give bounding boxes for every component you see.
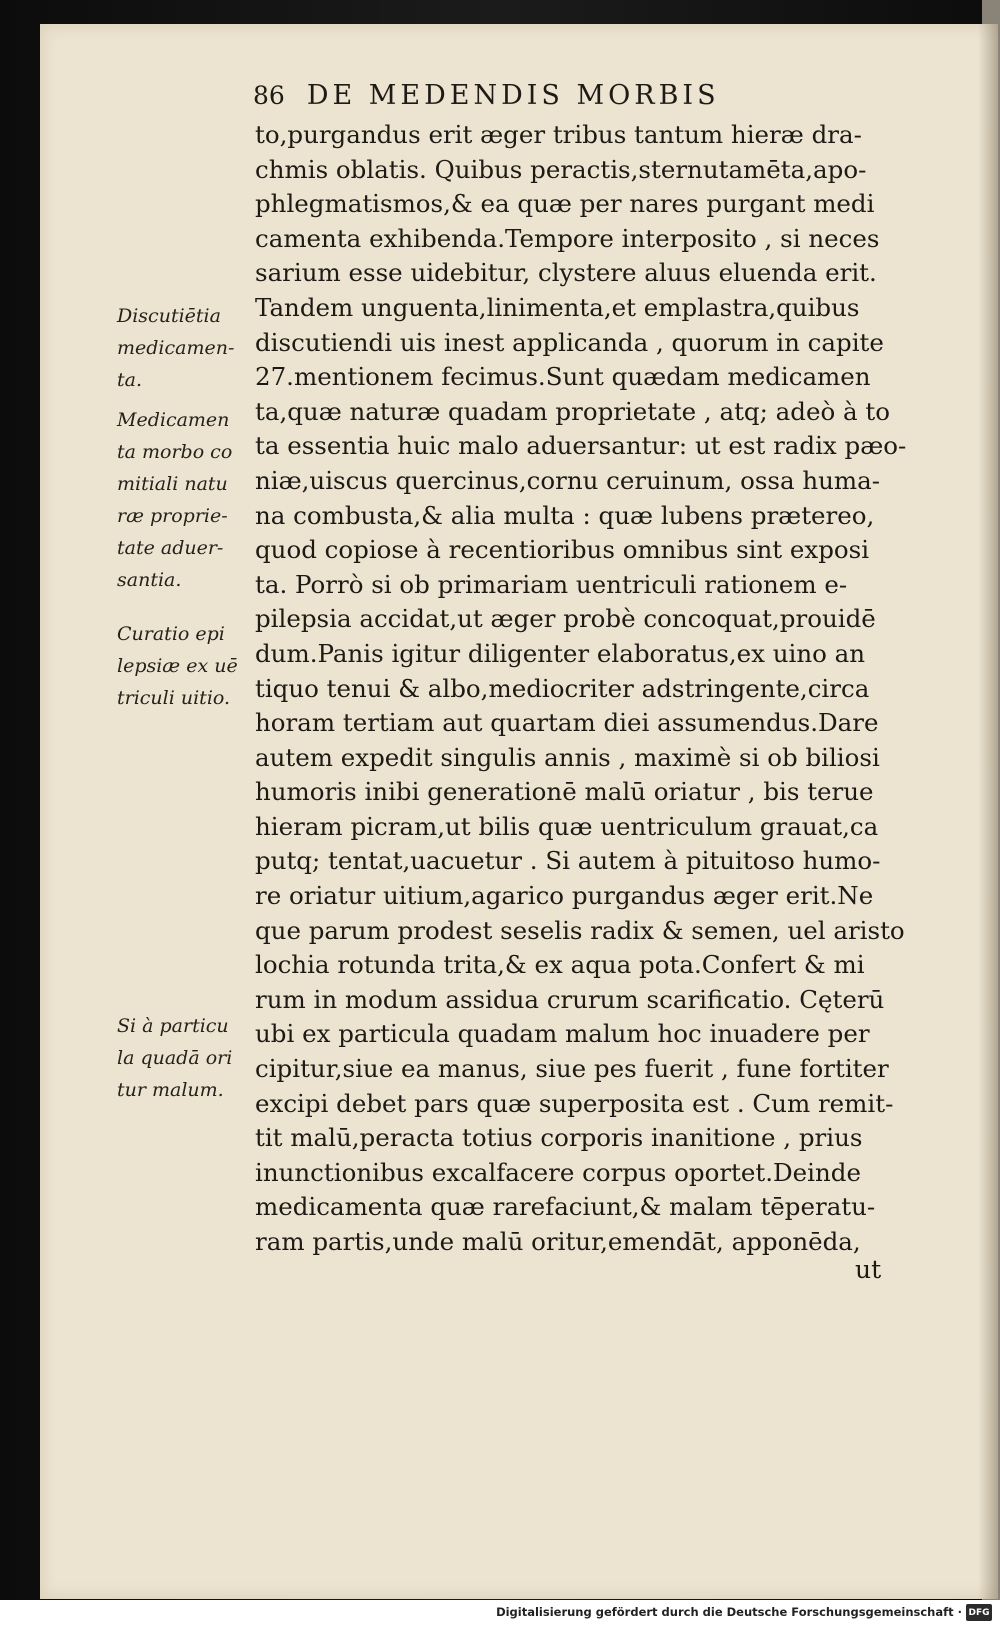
margin-note-discutientia [117,300,257,396]
text-line: phlegmatismos,& ea quæ per nares purgant medi [255,189,875,219]
text-line: quod copiose à recentioribus omnibus sint exposi [255,535,870,565]
margin-note-line: Medicamen [117,409,230,431]
text-line: humoris inibi generationē malū oriatur , bis terue [255,777,874,807]
margin-note-medicamenta [117,404,257,596]
text-line: rum in modum assidua crurum scarificatio. Cęterū [255,984,885,1014]
dfg-logo-icon: DFG [966,1604,992,1621]
text-line: inunctionibus excalfacere corpus oportet.Deinde [255,1157,861,1187]
margin-note-line: Curatio epi [117,623,225,645]
margin-note-line: ta morbo co [117,441,233,463]
text-line: tiquo tenui & albo,mediocriter adstringente,circa [255,673,870,703]
text-line: Tandem unguenta,linimenta,et emplastra,quibus [255,292,860,322]
margin-note-line: mitiali natu [117,473,228,495]
margin-note-line: ræ proprie- [117,505,228,527]
text-line: 27.mentionem fecimus.Sunt quædam medicamen [255,362,871,392]
margin-note-line: la quadā ori [117,1047,233,1069]
text-line: horam tertiam aut quartam diei assumendus.Dare [255,708,879,738]
page-header [253,80,813,120]
margin-note-line: triculi uitio. [117,687,231,709]
text-line: putq; tentat,uacuetur . Si autem à pituitoso humo- [255,846,881,876]
text-line: ta. Porrò si ob primariam uentriculi rationem e- [255,569,848,599]
text-line: ta,quæ naturæ quadam proprietate , atq; adeò à to [255,396,890,426]
text-line: ram partis,unde malū oritur,emendāt, apponēda, [255,1227,861,1256]
running-title: DE MEDENDIS MORBIS [306,80,720,111]
text-line: ta essentia huic malo aduersantur: ut est radix pæo- [255,431,907,461]
margin-note-line: lepsiæ ex uē [117,655,238,677]
margin-note-line: medicamen- [117,337,235,359]
footer-bar [0,1600,1000,1627]
body-text [255,118,907,1260]
funding-notice: Digitalisierung gefördert durch die Deutsche Forschungsgemeinschaft · [496,1605,962,1619]
text-line: pilepsia accidat,ut æger probè concoquat,prouidē [255,604,876,634]
margin-note-line: santia. [117,569,182,591]
text-line: discutiendi uis inest applicanda , quorum in capite [255,327,884,357]
text-line: ubi ex particula quadam malum hoc inuadere per [255,1019,870,1049]
text-line: sarium esse uidebitur, clystere aluus eluenda erit. [255,258,877,288]
text-line: niæ,uiscus quercinus,cornu ceruinum, ossa huma- [255,465,881,495]
margin-note-line: Discutiētia [117,305,221,327]
text-line: autem expedit singulis annis , maximè si ob biliosi [255,742,880,772]
text-line: tit malū,peracta totius corporis inanitione , prius [255,1123,863,1153]
text-line: dum.Panis igitur diligenter elaboratus,ex uino an [255,638,866,668]
text-line: camenta exhibenda.Tempore interposito , si neces [255,223,880,253]
text-line: re oriatur uitium,agarico purgandus æger erit.Ne [255,881,874,911]
margin-note-line: ta. [117,369,143,391]
text-line: medicamenta quæ rarefaciunt,& malam tēperatu- [255,1192,876,1222]
text-line: que parum prodest seselis radix & semen, uel aristo [255,915,905,945]
margin-note-line: tur malum. [117,1079,224,1101]
catchword: ut [855,1255,882,1284]
margin-note-curatio [117,618,257,714]
text-line: excipi debet pars quæ superposita est . Cum remit- [255,1088,894,1118]
page-gutter-shadow [978,24,998,1599]
margin-note-particula [117,1010,257,1106]
margin-note-line: Si à particu [117,1015,229,1037]
text-line: na combusta,& alia multa : quæ lubens prætereo, [255,500,875,530]
text-line: to,purgandus erit æger tribus tantum hieræ dra- [255,120,862,149]
text-line: chmis oblatis. Quibus peractis,sternutamēta,apo- [255,154,867,184]
text-line: hieram picram,ut bilis quæ uentriculum grauat,ca [255,811,879,841]
folio-number: 86 [253,81,285,110]
margin-note-line: tate aduer- [117,537,224,559]
text-line: cipitur,siue ea manus, siue pes fuerit , fune fortiter [255,1054,889,1084]
text-line: lochia rotunda trita,& ex aqua pota.Confert & mi [255,950,865,980]
